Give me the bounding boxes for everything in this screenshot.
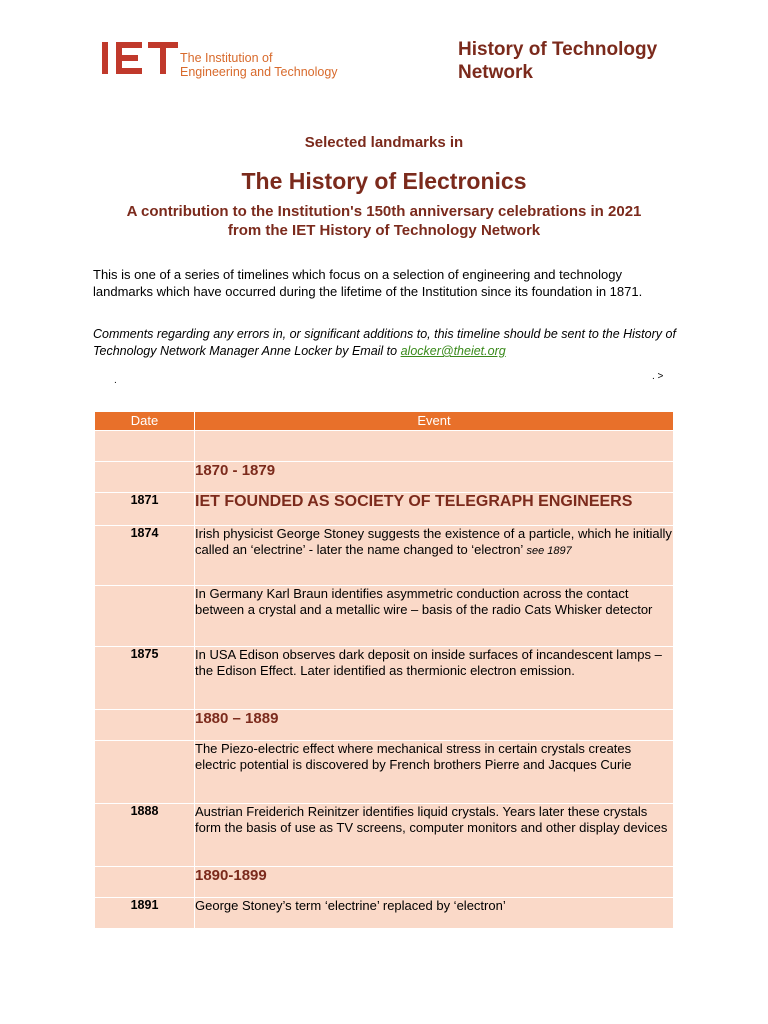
date-cell <box>95 710 195 741</box>
decade-heading: 1880 – 1889 <box>195 710 674 741</box>
event-cell <box>195 526 674 586</box>
date-column-header: Date <box>95 412 195 431</box>
date-cell <box>95 462 195 493</box>
founding-event: IET FOUNDED AS SOCIETY OF TELEGRAPH ENGINEERS <box>195 493 674 526</box>
cross-reference-note: see 1897 <box>526 544 572 557</box>
table-row <box>95 647 674 710</box>
contribution-subtitle <box>0 202 768 240</box>
decade-row <box>95 462 674 493</box>
event-cell <box>195 431 674 462</box>
event-cell: The Piezo-electric effect where mechanical stress in certain crystals creates electric potential is discovered by French brothers Pierre and Jacques Curie <box>195 741 674 804</box>
logo-line-2: Engineering and Technology <box>180 65 338 79</box>
table-row <box>95 586 674 647</box>
event-column-header: Event <box>195 412 674 431</box>
stray-mark-right: . ˃ <box>652 371 664 382</box>
table-row <box>95 431 674 462</box>
iet-logo <box>100 40 360 80</box>
contribution-line-2: from the IET History of Technology Network <box>227 222 541 239</box>
network-title <box>458 38 657 84</box>
decade-heading: 1870 - 1879 <box>195 462 674 493</box>
date-cell <box>95 741 195 804</box>
landmarks-subtitle: Selected landmarks in <box>304 134 464 151</box>
timeline-table <box>94 411 674 929</box>
intro-paragraph: This is one of a series of timelines which focus on a selection of engineering and technology landmarks which have occurred during the lifetime of the Institution since its foundation in 1871. <box>93 267 643 299</box>
event-cell: In USA Edison observes dark deposit on inside surfaces of incandescent lamps – the Edison Effect. Later identified as thermionic electron emission. <box>195 647 674 710</box>
date-cell: 1874 <box>95 526 195 586</box>
event-cell: In Germany Karl Braun identifies asymmetric conduction across the contact between a crystal and a metallic wire – basis of the radio Cats Whisker detector <box>195 586 674 647</box>
contribution-line-1: A contribution to the Institution's 150th anniversary celebrations in 2021 <box>126 203 642 220</box>
event-cell: Austrian Freiderich Reinitzer identifies liquid crystals. Years later these crystals form the basis of use as TV screens, computer monitors and other display devices <box>195 804 674 867</box>
table-row <box>95 526 674 586</box>
decade-row <box>95 867 674 898</box>
event-text: Irish physicist George Stoney suggests the existence of a particle, which he initially called an ‘electrine’ - later the name changed to ‘electron’ <box>195 526 672 557</box>
decade-row <box>95 710 674 741</box>
logo-line-1: The Institution of <box>180 51 273 65</box>
decade-heading: 1890-1899 <box>195 867 674 898</box>
iet-logo-text <box>180 51 338 79</box>
comments-text: Comments regarding any errors in, or significant additions to, this timeline should be sent to the History of Technology Network Manager Anne Locker by Email to <box>93 327 676 358</box>
date-cell <box>95 867 195 898</box>
page-title: The History of Electronics <box>241 168 527 194</box>
comments-paragraph <box>93 326 683 360</box>
table-row <box>95 741 674 804</box>
date-cell: 1891 <box>95 898 195 929</box>
table-row <box>95 804 674 867</box>
date-cell <box>95 431 195 462</box>
stray-mark-left: . <box>114 375 117 386</box>
table-row <box>95 898 674 929</box>
network-title-line-1: History of Technology <box>458 39 658 60</box>
email-link[interactable]: alocker@theiet.org <box>400 344 506 358</box>
iet-logo-mark <box>100 40 180 76</box>
table-row <box>95 493 674 526</box>
network-title-line-2: Network <box>458 62 533 83</box>
table-header-row <box>95 412 674 431</box>
date-cell <box>95 586 195 647</box>
date-cell: 1888 <box>95 804 195 867</box>
date-cell: 1875 <box>95 647 195 710</box>
event-cell: George Stoney’s term ‘electrine’ replaced by ‘electron’ <box>195 898 674 929</box>
date-cell: 1871 <box>95 493 195 526</box>
